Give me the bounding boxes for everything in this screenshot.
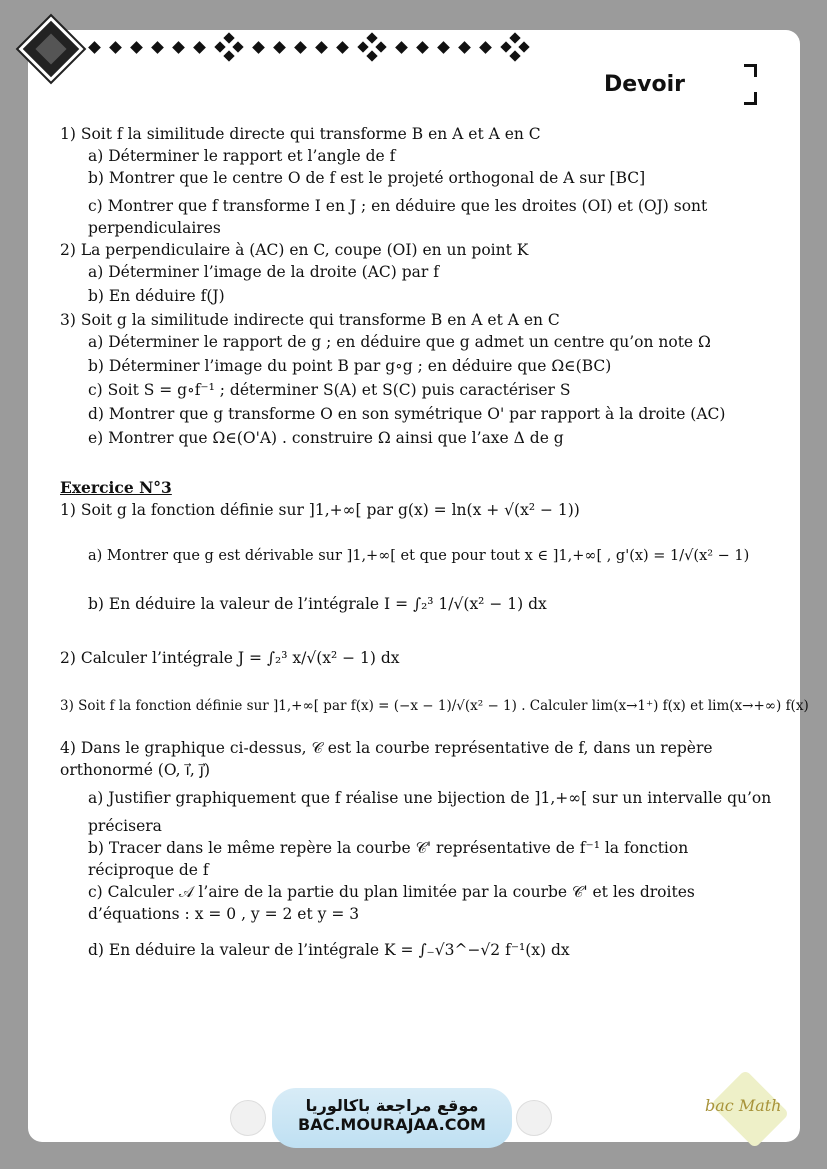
bac-math-badge-text: bac Math	[705, 1096, 782, 1115]
question-1b: b) Montrer que le centre O de f est le projeté orthogonal de A sur [BC]	[88, 169, 646, 187]
ex3-question-4: 4) Dans le graphique ci-dessus, 𝒞 est la courbe représentative de f, dans un repère	[60, 739, 713, 757]
ex3-question-1a: a) Montrer que g est dérivable sur ]1,+∞[ et que pour tout x ∈ ]1,+∞[ , g'(x) = 1/√(x² − 1)	[88, 548, 750, 564]
ex3-question-2: 2) Calculer l’intégrale J = ∫₂³ x/√(x² − 1) dx	[60, 649, 400, 667]
footer-logo-left	[230, 1100, 266, 1136]
footer-logo-right	[516, 1100, 552, 1136]
question-1: 1) Soit f la similitude directe qui transforme B en A et A en C	[60, 125, 541, 143]
ex3-question-4b-cont: réciproque de f	[88, 861, 209, 879]
question-2a: a) Déterminer l’image de la droite (AC) par f	[88, 263, 439, 281]
ex3-question-3: 3) Soit f la fonction définie sur ]1,+∞[ par f(x) = (−x − 1)/√(x² − 1) . Calculer lim(x→1⁺) f(x) et lim(x→+∞) f(x)	[60, 698, 809, 714]
question-3d: d) Montrer que g transforme O en son symétrique O' par rapport à la droite (AC)	[88, 405, 726, 423]
header-decoration	[90, 40, 610, 54]
exercise-3-title: Exercice N°3	[60, 478, 172, 497]
question-3c: c) Soit S = g∘f⁻¹ ; déterminer S(A) et S(C) puis caractériser S	[88, 381, 571, 399]
question-3: 3) Soit g la similitude indirecte qui transforme B en A et A en C	[60, 311, 560, 329]
footer-banner[interactable]	[272, 1088, 512, 1148]
corner-bracket-bottom	[744, 92, 757, 105]
question-2b: b) En déduire f(J)	[88, 287, 225, 305]
ex3-question-4b: b) Tracer dans le même repère la courbe 𝒞' représentative de f⁻¹ la fonction	[88, 839, 689, 857]
ex3-question-4c-cont: d’équations : x = 0 , y = 2 et y = 3	[88, 905, 360, 923]
ex3-question-4a-cont: précisera	[88, 817, 162, 835]
question-3b: b) Déterminer l’image du point B par g∘g ; en déduire que Ω∈(BC)	[88, 357, 612, 375]
footer-url[interactable]: BAC.MOURAJAA.COM	[298, 1115, 486, 1134]
question-1c-cont: perpendiculaires	[88, 219, 221, 237]
question-1c: c) Montrer que f transforme I en J ; en déduire que les droites (OI) et (OJ) sont	[88, 197, 708, 215]
question-2: 2) La perpendiculaire à (AC) en C, coupe (OI) en un point K	[60, 241, 529, 259]
question-3e: e) Montrer que Ω∈(O'A) . construire Ω ainsi que l’axe Δ de g	[88, 429, 564, 447]
ex3-question-4c: c) Calculer 𝒜 l’aire de la partie du plan limitée par la courbe 𝒞' et les droites	[88, 883, 695, 901]
question-1a: a) Déterminer le rapport et l’angle de f	[88, 147, 396, 165]
page-title: Devoir	[604, 72, 686, 97]
footer-arabic: موقع مراجعة باكالوريا	[305, 1096, 479, 1115]
question-3a: a) Déterminer le rapport de g ; en déduire que g admet un centre qu’on note Ω	[88, 333, 711, 351]
ex3-question-4d: d) En déduire la valeur de l’intégrale K = ∫₋√3^−√2 f⁻¹(x) dx	[88, 941, 570, 959]
ex3-question-1b: b) En déduire la valeur de l’intégrale I = ∫₂³ 1/√(x² − 1) dx	[88, 595, 547, 613]
ex3-question-1: 1) Soit g la fonction définie sur ]1,+∞[ par g(x) = ln(x + √(x² − 1))	[60, 501, 580, 519]
corner-bracket-top	[744, 64, 757, 77]
ex3-question-4-cont: orthonormé (O, i⃗, j⃗)	[60, 761, 211, 779]
ex3-question-4a: a) Justifier graphiquement que f réalise une bijection de ]1,+∞[ sur un intervalle qu’on	[88, 789, 772, 807]
